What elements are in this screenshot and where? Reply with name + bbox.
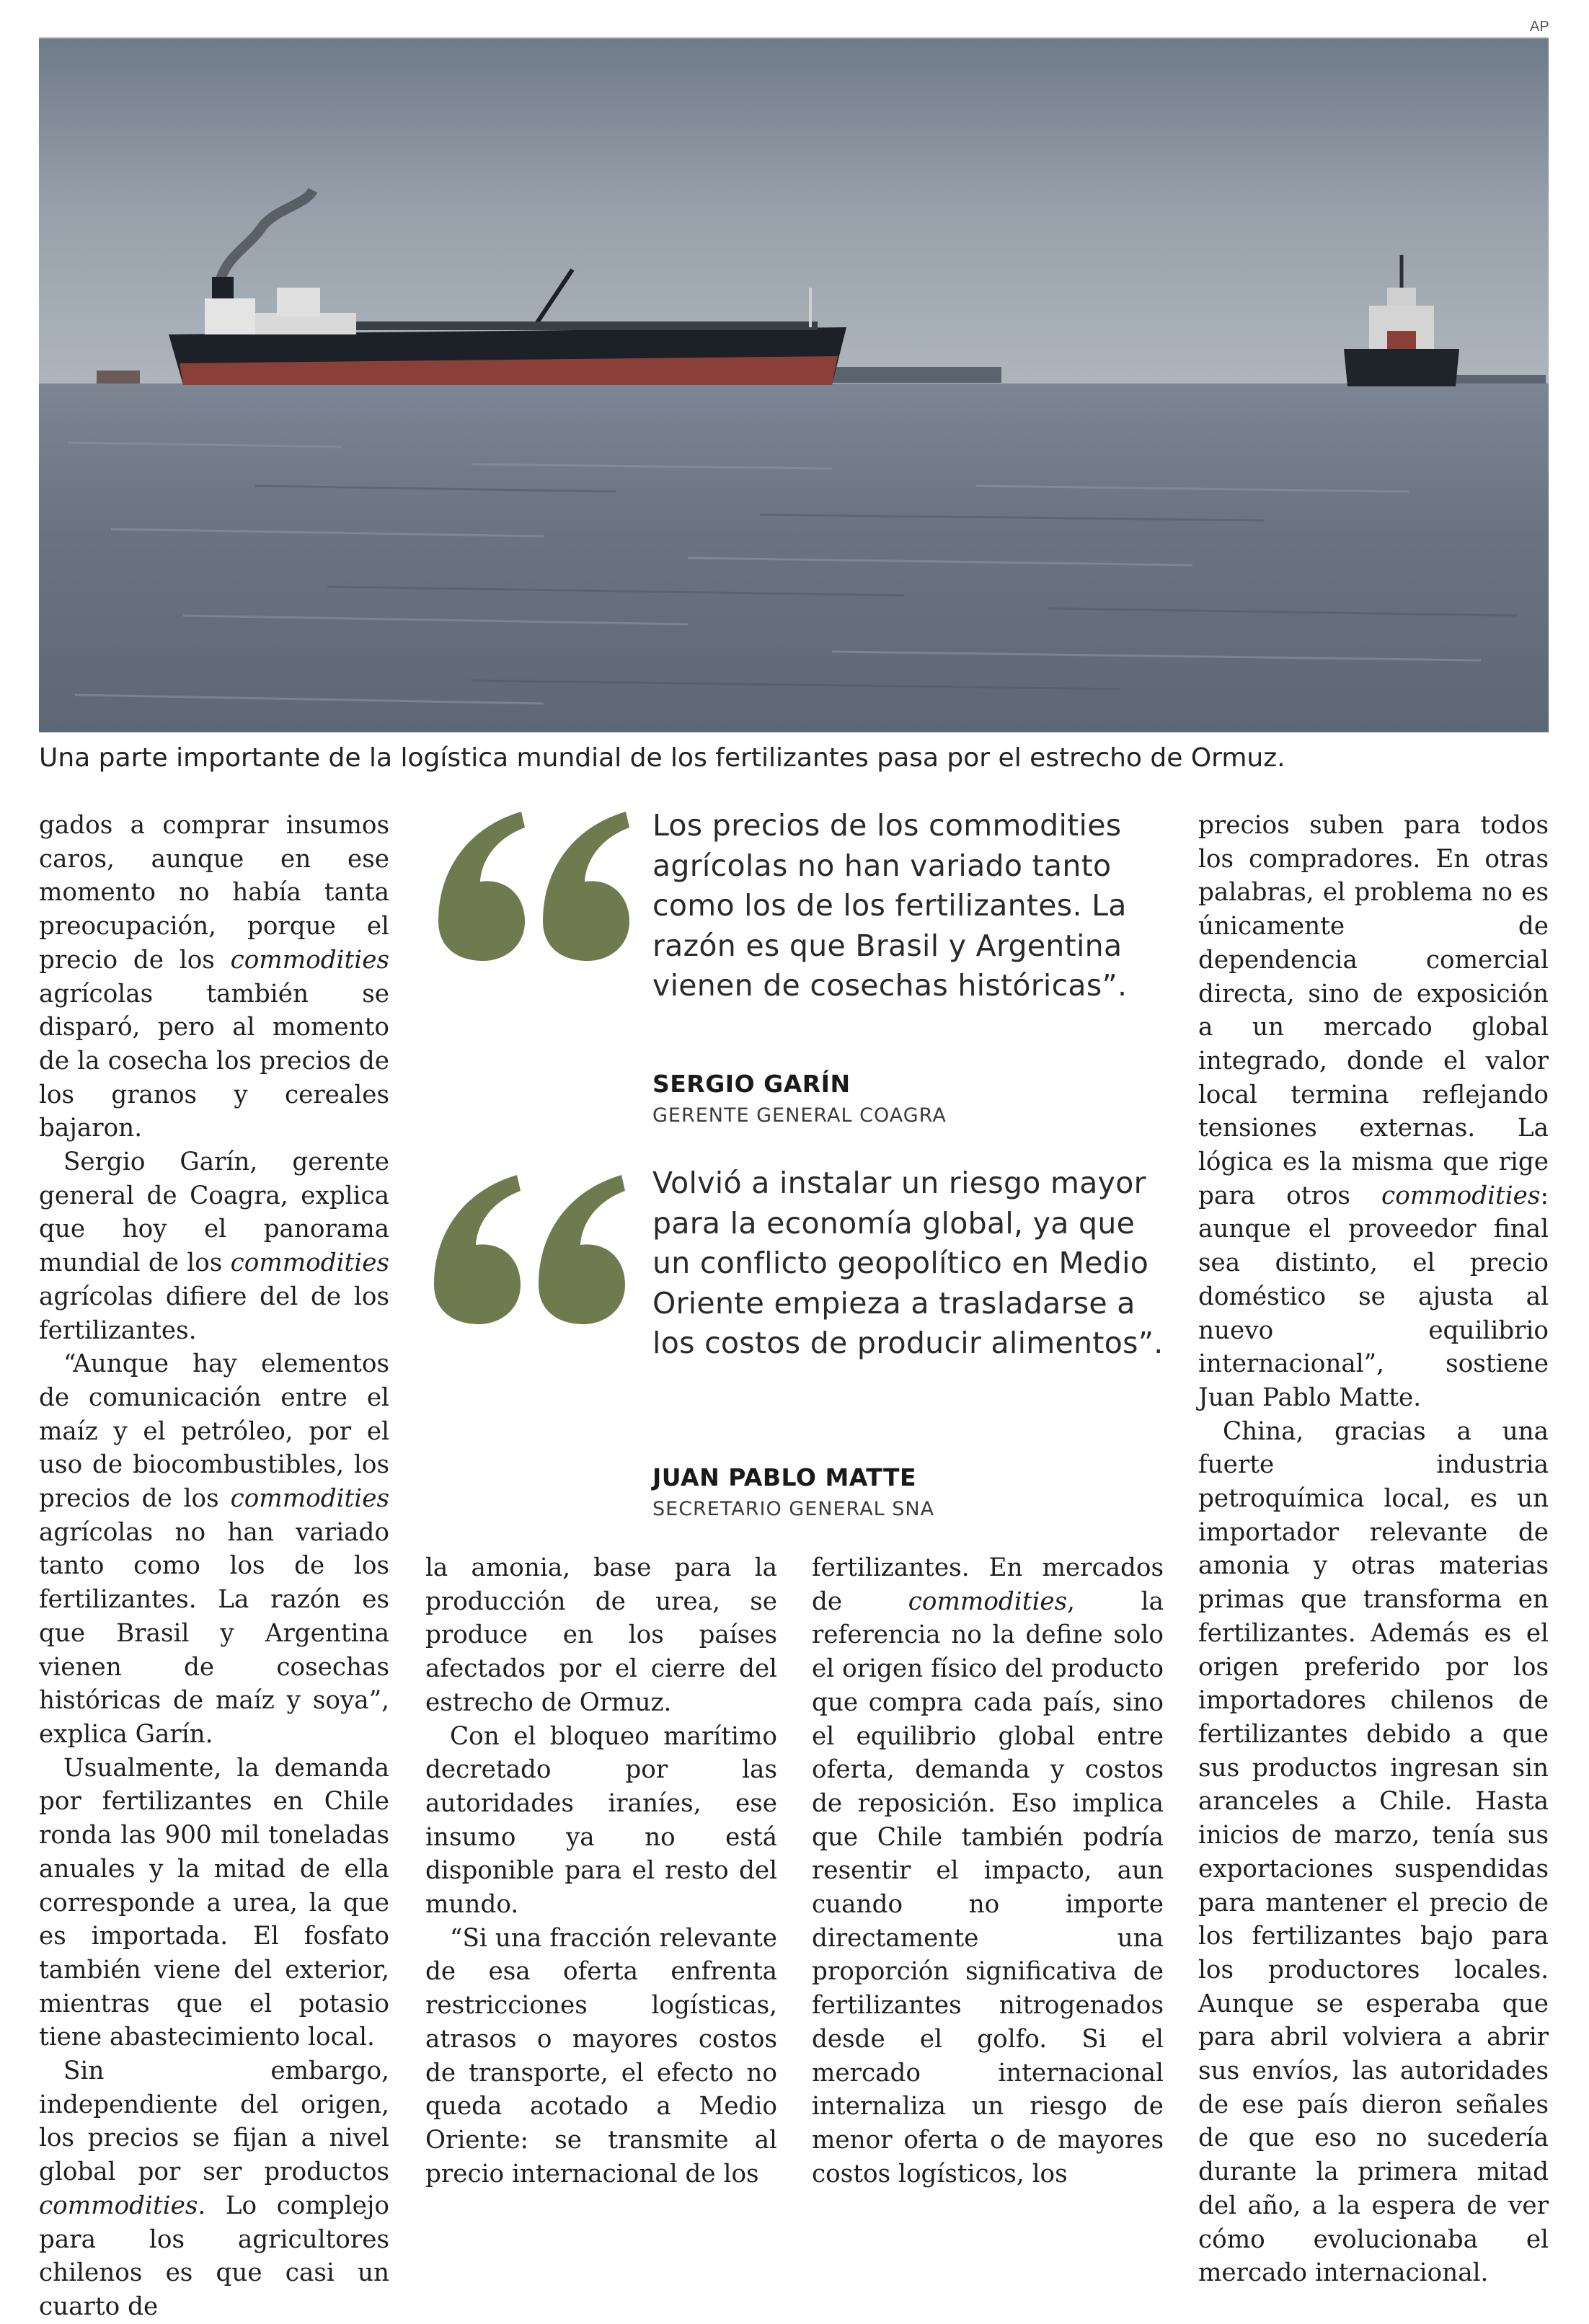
paragraph: Sergio Garín, gerente general de Coagra, explica que hoy el panorama mundial de los commodities agrícolas difiere del de los fertilizantes. — [39, 1148, 389, 1345]
column-2 — [425, 1551, 777, 2191]
column-3 — [812, 1551, 1164, 2191]
paragraph: la amonia, base para la producción de urea, se produce en los países afectados por el cierre del estrecho de Ormuz. — [425, 1553, 777, 1717]
paragraph: Con el bloqueo marítimo decretado por las autoridades iraníes, ese insumo ya no está disponible para el resto del mundo. — [425, 1721, 777, 1920]
paragraph: gados a comprar insumos caros, aunque en ese momento no había tanta preocupación, porque el precio de los commodities agrícolas también se disparó, pero al momento de la cosecha los precios de los granos y cereales bajaron. — [39, 811, 389, 1143]
paragraph: precios suben para todos los compradores. En otras palabras, el problema no es únicamente de dependencia comercial directa, sino de exposición a un mercado global integrado, donde el valor local termina reflejando tensiones externas. La lógica es la misma que rige para otros commodities: aunque el proveedor final sea distinto, el precio doméstico se ajusta al nuevo equilibrio internacional”, sostiene Juan Pablo Matte. — [1198, 811, 1549, 1412]
ships-image — [39, 39, 1549, 732]
pull-quote-name: SERGIO GARÍN — [652, 1070, 851, 1098]
pull-quote-text: Los precios de los commodities agrícolas no han variado tanto como los de los fertilizantes. La razón es que Brasil y Argentina vienen de cosechas históricas”. — [652, 808, 1128, 1003]
paragraph: Usualmente, la demanda por fertilizantes en Chile ronda las 900 mil toneladas anuales y la mitad de ella corresponde a urea, la que es importada. El fosfato también viene del exterior, mientras que el potasio tiene abastecimiento local. — [39, 1753, 389, 2052]
pull-quote-role: GERENTE GENERAL COAGRA — [652, 1104, 947, 1127]
column-4 — [1198, 809, 1549, 2290]
pull-quote-role: SECRETARIO GENERAL SNA — [652, 1498, 935, 1520]
paragraph: fertilizantes. En mercados de commodities, la referencia no la define solo el origen físico del producto que compra cada país, sino el equilibrio global entre oferta, demanda y costos de reposición. Eso implica que Chile también podría resentir el impacto, aun cuando no importe directamente una proporción significativa de fertilizantes nitrogenados desde el golfo. Si el mercado internacional internaliza un riesgo de menor oferta o de mayores costos logísticos, los — [812, 1553, 1164, 2188]
ships-photo — [39, 37, 1549, 732]
photo-credit: AP — [1530, 19, 1549, 35]
pull-quote-text: Volvió a instalar un riesgo mayor para la economía global, ya que un conflicto geopolítico en Medio Oriente empieza a trasladarse a los costos de producir alimentos”. — [652, 1166, 1164, 1360]
photo-caption: Una parte importante de la logística mundial de los fertilizantes pasa por el estrecho de Ormuz. — [39, 743, 1285, 773]
quote-open-icon — [424, 806, 640, 964]
paragraph: Sin embargo, independiente del origen, los precios se fijan a nivel global por ser productos commodities. Lo complejo para los agricultores chilenos es que casi un cuarto de — [39, 2057, 389, 2321]
pull-quote-name: JUAN PABLO MATTE — [652, 1463, 917, 1491]
quote-open-icon — [420, 1169, 636, 1328]
column-1 — [39, 809, 389, 2324]
paragraph: China, gracias a una fuerte industria petroquímica local, es un importador relevante de amonia y otras materias primas que transforma en fertilizantes. Además es el origen preferido por los importadores chilenos de fertilizantes debido a que sus productos ingresan sin aranceles a Chile. Hasta inicios de marzo, tenía sus exportaciones suspendidas para mantener el precio de los fertilizantes bajo para los productores locales. Aunque se esperaba que para abril volviera a abrir sus envíos, las autoridades de ese país dieron señales de que eso no sucedería durante la primera mitad del año, a la espera de ver cómo evolucionaba el mercado internacional. — [1198, 1416, 1549, 2288]
paragraph: “Aunque hay elementos de comunicación entre el maíz y el petróleo, por el uso de biocombustibles, los precios de los commodities agrícolas no han variado tanto como los de los fertilizantes. La razón es que Brasil y Argentina vienen de cosechas históricas de maíz y soya”, explica Garín. — [39, 1349, 389, 1749]
paragraph: “Si una fracción relevante de esa oferta enfrenta restricciones logísticas, atrasos o mayores costos de transporte, el efecto no queda acotado a Medio Oriente: se transmite al precio internacional de los — [425, 1923, 777, 2188]
